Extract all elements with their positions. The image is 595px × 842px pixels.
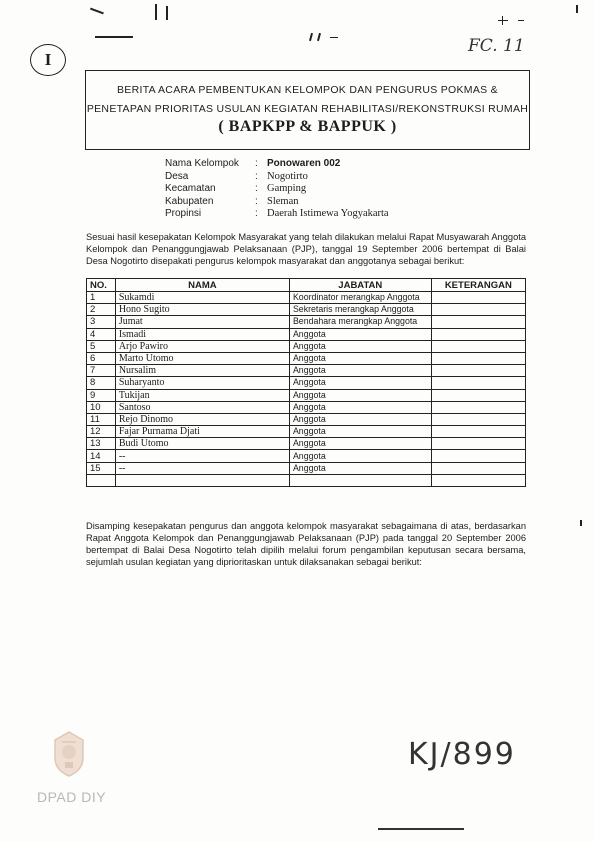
scan-mark <box>580 520 582 526</box>
cell-keterangan <box>431 365 525 377</box>
scan-mark <box>166 6 168 20</box>
cell-nama: Marto Utomo <box>115 352 289 364</box>
info-label: Propinsi <box>165 208 202 220</box>
table-header-row <box>87 279 526 292</box>
corner-note: FC. 11 <box>468 36 525 56</box>
info-value: Ponowaren 002 <box>267 158 341 169</box>
cell-keterangan <box>431 401 525 413</box>
cell-jabatan: Anggota <box>289 450 431 462</box>
cell-keterangan <box>431 304 525 316</box>
title-subtitle: ( BAPKPP & BAPPUK ) <box>218 118 397 135</box>
cell-nama: Hono Sugito <box>115 304 289 316</box>
table-row <box>87 304 526 316</box>
cell-no: 7 <box>87 365 116 377</box>
cell-jabatan: Anggota <box>289 426 431 438</box>
cell-nama: Santoso <box>115 401 289 413</box>
watermark: DPAD DIY <box>37 789 107 805</box>
scan-mark <box>502 16 503 25</box>
cell-jabatan <box>289 474 431 486</box>
cell-jabatan: Anggota <box>289 413 431 425</box>
cell-nama: Budi Utomo <box>115 438 289 450</box>
info-colon: : <box>255 195 258 207</box>
table-row <box>87 316 526 328</box>
cell-keterangan <box>431 413 525 425</box>
table-row <box>87 377 526 389</box>
cell-jabatan: Anggota <box>289 462 431 474</box>
cell-no: 13 <box>87 438 116 450</box>
cell-nama: Suharyanto <box>115 377 289 389</box>
cell-keterangan <box>431 426 525 438</box>
table-row <box>87 401 526 413</box>
cell-no: 14 <box>87 450 116 462</box>
info-value: Sleman <box>267 195 299 207</box>
cell-jabatan: Bendahara merangkap Anggota <box>289 316 431 328</box>
cell-no: 11 <box>87 413 116 425</box>
table-row <box>87 292 526 304</box>
cell-keterangan <box>431 292 525 304</box>
cell-keterangan <box>431 462 525 474</box>
cell-no: 6 <box>87 352 116 364</box>
info-label: Nama Kelompok <box>165 158 239 169</box>
info-row <box>165 208 389 221</box>
scan-mark <box>317 33 321 41</box>
cell-no: 1 <box>87 292 116 304</box>
cell-no: 2 <box>87 304 116 316</box>
paragraph-priority: Disamping kesepakatan pengurus dan anggota kelompok masyarakat sebagaimana di atas, berdasarkan Rapat Anggota Kelompok dan Penanggungjawab Pelaksanaan (PJP) pada tanggal 20 September 2006 bertempat di Balai Desa Nogotirto telah dipilih melalui forum pengambilan keputusan secara bersama, sejumlah usulan kegiatan yang diprioritaskan untuk dilaksanakan sebagai berikut: <box>86 521 526 567</box>
info-row <box>165 196 389 209</box>
cell-nama: Nursalim <box>115 365 289 377</box>
cell-keterangan <box>431 377 525 389</box>
cell-jabatan: Anggota <box>289 328 431 340</box>
cell-jabatan: Sekretaris merangkap Anggota <box>289 304 431 316</box>
cell-keterangan <box>431 340 525 352</box>
scan-mark <box>155 4 157 20</box>
table-row <box>87 340 526 352</box>
cell-nama: Sukamdi <box>115 292 289 304</box>
table-row <box>87 328 526 340</box>
cell-nama: -- <box>115 462 289 474</box>
table-row <box>87 474 526 486</box>
table-row <box>87 426 526 438</box>
cell-jabatan: Koordinator merangkap Anggota <box>289 292 431 304</box>
cell-nama <box>115 474 289 486</box>
title-line-2: PENETAPAN PRIORITAS USULAN KEGIATAN REHABILITASI/REKONSTRUKSI RUMAH <box>86 103 529 115</box>
table-row <box>87 462 526 474</box>
info-label: Kecamatan <box>165 183 216 195</box>
scan-mark <box>95 36 133 38</box>
cell-keterangan <box>431 316 525 328</box>
cell-nama: Tukijan <box>115 389 289 401</box>
handwritten-number: KJ/899 <box>408 737 516 772</box>
cell-no: 4 <box>87 328 116 340</box>
cell-no: 3 <box>87 316 116 328</box>
cell-jabatan: Anggota <box>289 365 431 377</box>
cell-jabatan: Anggota <box>289 438 431 450</box>
scan-mark <box>518 20 524 21</box>
cell-jabatan: Anggota <box>289 389 431 401</box>
info-row <box>165 158 389 171</box>
cell-nama: Ismadi <box>115 328 289 340</box>
cell-nama: Arjo Pawiro <box>115 340 289 352</box>
roman-marker: I <box>30 44 66 76</box>
info-value: Daerah Istimewa Yogyakarta <box>267 208 389 220</box>
cell-keterangan <box>431 474 525 486</box>
scan-mark <box>90 8 104 14</box>
info-value: Nogotirto <box>267 170 308 182</box>
table-row <box>87 389 526 401</box>
info-colon: : <box>255 158 258 169</box>
cell-no: 12 <box>87 426 116 438</box>
government-seal-icon <box>50 730 88 778</box>
info-value: Gamping <box>267 183 307 195</box>
cell-jabatan: Anggota <box>289 401 431 413</box>
cell-nama: -- <box>115 450 289 462</box>
table-row <box>87 450 526 462</box>
title-line-1: BERITA ACARA PEMBENTUKAN KELOMPOK DAN PENGURUS POKMAS & <box>117 84 498 96</box>
cell-jabatan: Anggota <box>289 340 431 352</box>
scan-mark <box>576 5 578 13</box>
cell-nama: Jumat <box>115 316 289 328</box>
cell-nama: Rejo Dinomo <box>115 413 289 425</box>
group-info <box>165 158 389 221</box>
table-row <box>87 352 526 364</box>
bottom-rule <box>378 828 464 830</box>
header-nama: NAMA <box>115 279 289 292</box>
cell-no: 10 <box>87 401 116 413</box>
cell-no: 9 <box>87 389 116 401</box>
cell-no: 8 <box>87 377 116 389</box>
cell-jabatan: Anggota <box>289 377 431 389</box>
info-label: Kabupaten <box>165 195 214 207</box>
cell-keterangan <box>431 352 525 364</box>
cell-keterangan <box>431 389 525 401</box>
cell-no: 5 <box>87 340 116 352</box>
info-colon: : <box>255 183 258 195</box>
info-label: Desa <box>165 170 189 182</box>
info-colon: : <box>255 208 258 220</box>
cell-no: 15 <box>87 462 116 474</box>
paragraph-intro: Sesuai hasil kesepakatan Kelompok Masyarakat yang telah dilakukan melalui Rapat Musyawarah Anggota Kelompok dan Penanggungjawab Pelaksanaan (PJP), tanggal 19 September 2006 bertempat di Balai Desa Nogotirto disepakati pengurus kelompok masyarakat dan anggotanya sebagai berikut: <box>86 232 526 266</box>
header-jabatan: JABATAN <box>289 279 431 292</box>
header-keterangan: KETERANGAN <box>431 279 525 292</box>
member-table <box>86 278 526 487</box>
scan-mark <box>330 37 338 38</box>
info-row <box>165 171 389 184</box>
header-no: NO. <box>87 279 116 292</box>
cell-keterangan <box>431 328 525 340</box>
cell-jabatan: Anggota <box>289 352 431 364</box>
cell-nama: Fajar Purnama Djati <box>115 426 289 438</box>
info-row <box>165 183 389 196</box>
table-row <box>87 438 526 450</box>
info-colon: : <box>255 170 258 182</box>
table-row <box>87 413 526 425</box>
cell-no <box>87 474 116 486</box>
table-row <box>87 365 526 377</box>
cell-keterangan <box>431 438 525 450</box>
title-box <box>85 70 530 150</box>
scan-mark <box>309 33 313 41</box>
cell-keterangan <box>431 450 525 462</box>
